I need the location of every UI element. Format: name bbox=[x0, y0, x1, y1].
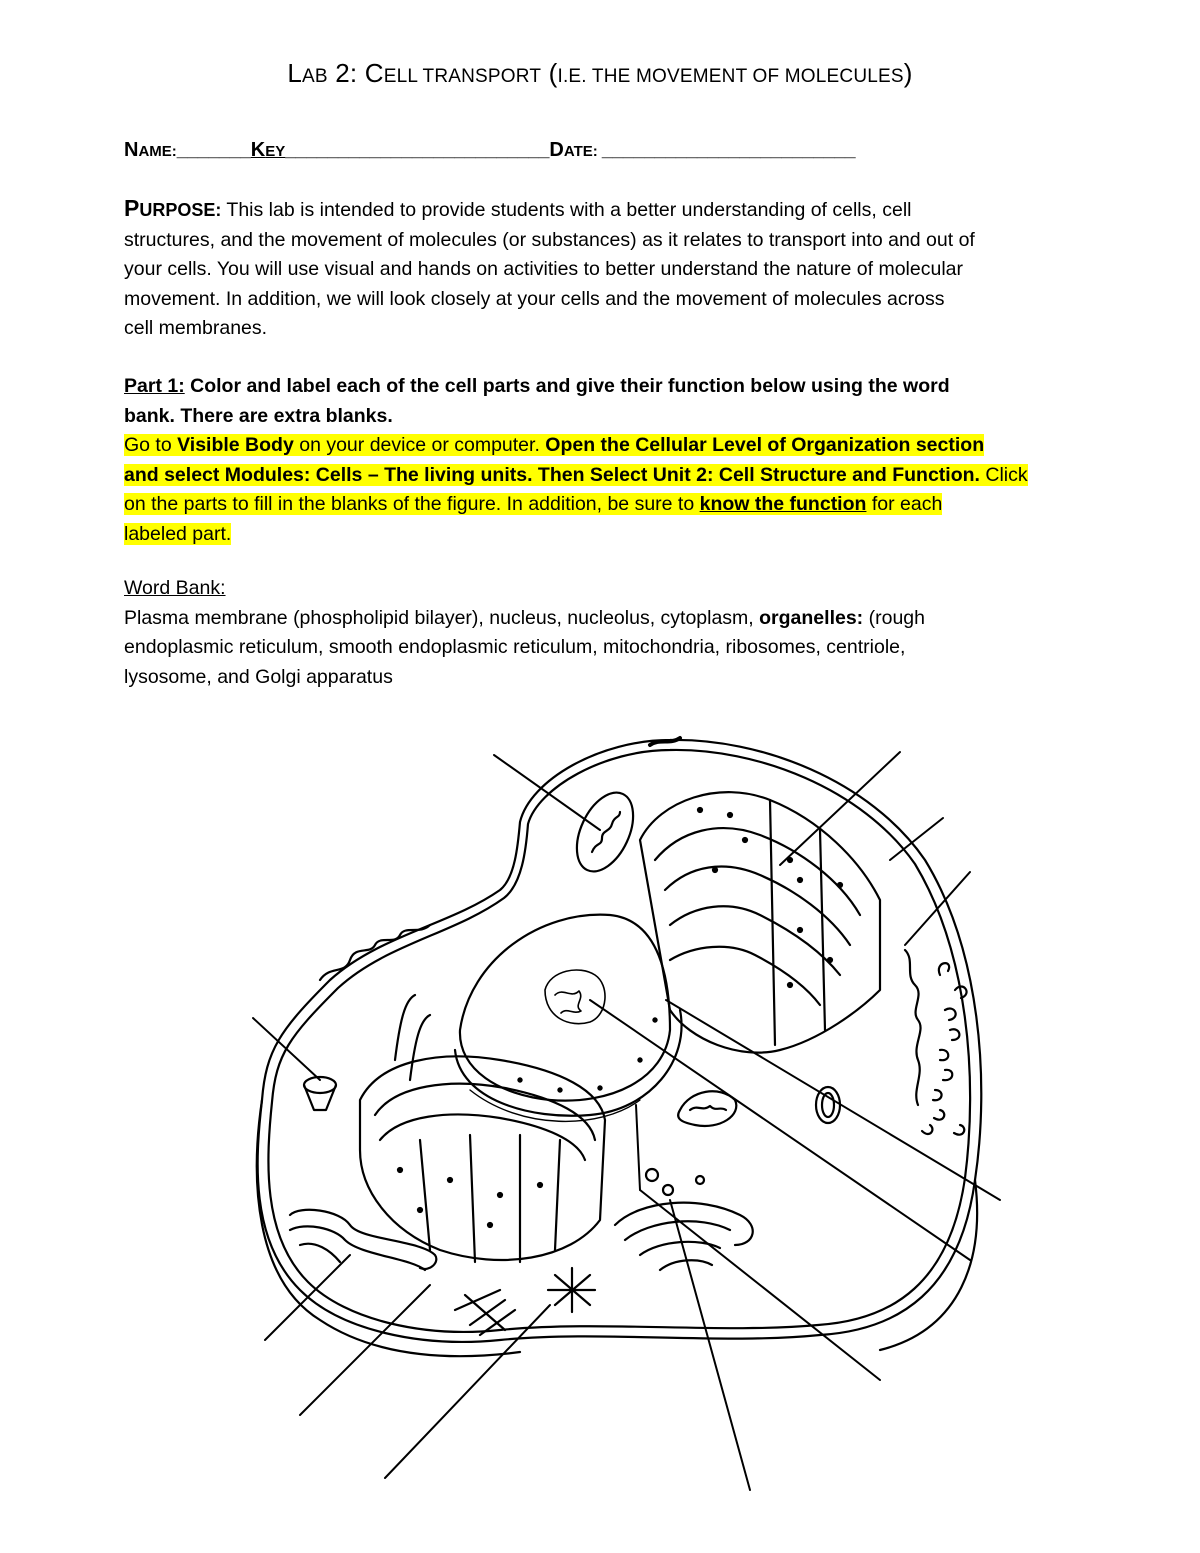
name-date-row: NAME:_______KEY_________________________DATE: ________________________ bbox=[124, 139, 856, 161]
word-bank-label: Word Bank: bbox=[124, 577, 226, 599]
name-field[interactable]: _______ bbox=[176, 140, 251, 161]
purpose-label: PURPOSE: bbox=[124, 195, 222, 221]
rough-er-top bbox=[640, 792, 880, 1052]
purpose-paragraph: PURPOSE: This lab is intended to provide students with a better understanding of cells, cell structures, and the movement of molecules (or substances) as it relates to transport into and out of your cells. You will use visual and hands on activities to better understand the nature of molecular movement. In addition, we will look closely at your cells and the movement of molecules across cell membranes. bbox=[124, 195, 975, 339]
lysosome-left bbox=[304, 1077, 336, 1110]
rough-er-bottom bbox=[360, 995, 605, 1262]
centrioles bbox=[455, 1268, 595, 1335]
label-leader-lines bbox=[253, 752, 1000, 1490]
word-bank: Word Bank: Plasma membrane (phospholipid bilayer), nucleus, nucleolus, cytoplasm, organelles: (rough endoplasmic reticulum, smooth endoplasmic reticulum, mitochondria, ribosomes, centriole, lysosome, and Golgi apparatus bbox=[124, 577, 925, 688]
golgi-apparatus bbox=[615, 1169, 753, 1270]
part1-label: Part 1: bbox=[124, 375, 185, 397]
know-function-emphasis: know the function bbox=[699, 493, 867, 515]
cell-membrane-outline bbox=[257, 738, 981, 1356]
nucleus bbox=[455, 915, 682, 1122]
highlighted-instructions: Go to Visible Body on your device or computer. Open the Cellular Level of Organization section and select Modules: Cells – The living units. Then Select Unit 2: Cell Structure and Function. Click on the parts to fill in the blanks of the figure. In addition, be sure to know the function for each labeled part. bbox=[124, 434, 1028, 545]
animal-cell-diagram bbox=[240, 720, 1020, 1510]
date-field[interactable]: ________________________ bbox=[601, 140, 856, 161]
part1-instructions: Part 1: Color and label each of the cell parts and give their function below using the word bank. There are extra blanks. bbox=[124, 375, 950, 427]
smooth-er bbox=[290, 1210, 436, 1270]
mitochondrion-top bbox=[565, 784, 644, 880]
mitochondrion-right bbox=[678, 1091, 736, 1126]
nucleolus bbox=[545, 970, 605, 1024]
name-value: KEY bbox=[250, 139, 286, 161]
page-title: LAB 2: CELL TRANSPORT (I.E. THE MOVEMENT OF MOLECULES) bbox=[287, 58, 913, 88]
